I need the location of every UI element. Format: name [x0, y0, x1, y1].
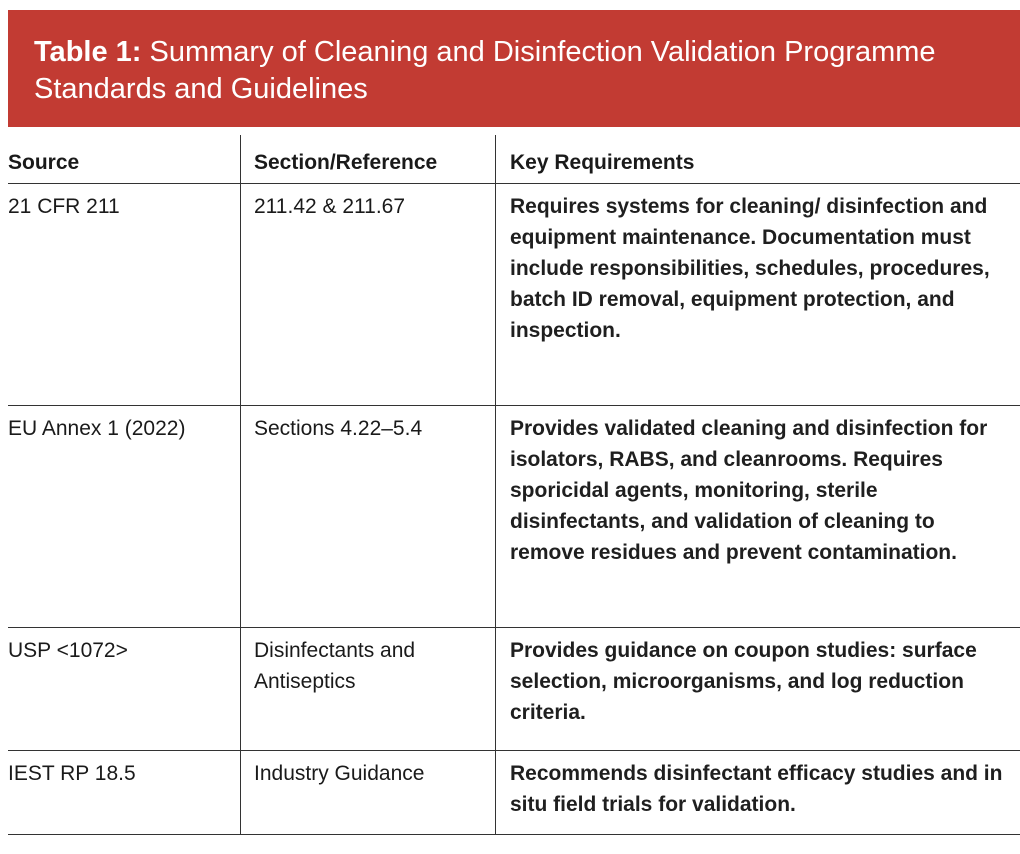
cell-requirements: Provides guidance on coupon studies: surface selection, microorganisms, and log reduction criteria.: [510, 639, 977, 724]
cell-reference: Disinfectants and Antiseptics: [254, 639, 416, 693]
cell-reference: 211.42 & 211.67: [254, 195, 406, 218]
header-source: Source: [8, 151, 80, 174]
cell-requirements: Recommends disinfectant efficacy studies and in situ field trials for validation.: [510, 762, 1003, 816]
header-section-reference: Section/Reference: [254, 151, 438, 174]
cell-source: EU Annex 1 (2022): [8, 417, 186, 440]
cell-reference: Industry Guidance: [254, 762, 425, 785]
table-row: [8, 406, 1020, 628]
cell-requirements: Requires systems for cleaning/ disinfection and equipment maintenance. Documentation must include responsibilities, schedules, procedures, batch ID removal, equipment protection, and inspection.: [510, 195, 990, 342]
table-number-label: Table 1:: [34, 36, 142, 68]
header-key-requirements: Key Requirements: [510, 151, 695, 174]
cell-source: 21 CFR 211: [8, 195, 120, 218]
table-row: [8, 628, 1020, 751]
table-row: [8, 184, 1020, 406]
cell-reference: Sections 4.22–5.4: [254, 417, 423, 440]
table-title-text: Summary of Cleaning and Disinfection Validation Programme Standards and Guidelines: [34, 36, 936, 105]
table-header-row: [8, 135, 1020, 184]
table-title-banner: [8, 10, 1020, 127]
table-row: [8, 751, 1020, 835]
standards-table: [8, 135, 1020, 835]
cell-source: USP <1072>: [8, 639, 128, 662]
cell-requirements: Provides validated cleaning and disinfection for isolators, RABS, and cleanrooms. Requires sporicidal agents, monitoring, sterile disinfectants, and validation of cleaning to remove residues and prevent contamination.: [510, 417, 988, 564]
cell-source: IEST RP 18.5: [8, 762, 136, 785]
